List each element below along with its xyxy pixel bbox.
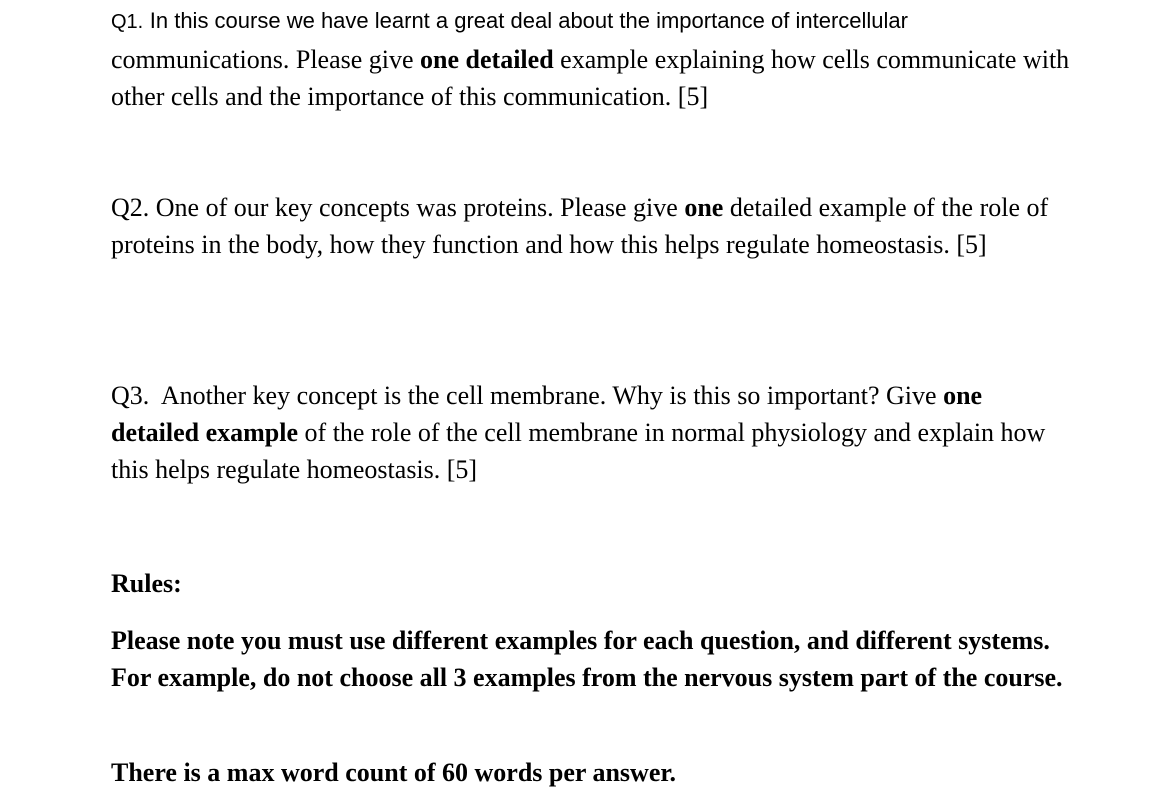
question-2-text-start: One of our key concepts was proteins. Please give [149, 193, 685, 222]
question-1-intro: In this course we have learnt a great deal about the importance of intercellular [149, 8, 908, 33]
question-3-emphasis: one detailed example [111, 381, 983, 447]
question-3-label: Q3. [111, 381, 150, 410]
question-1-label: Q1. [111, 11, 144, 33]
question-2-text-end: detailed example of the role of proteins in the body, how they function and how this helps regulate homeostasis. [5] [111, 193, 1049, 259]
rules-note: Please note you must use different examples for each question, and different systems. For example, do not choose all 3 examples from the nervous system part of the course. [111, 626, 1063, 692]
question-2-emphasis: one [684, 193, 724, 222]
question-2-label: Q2. [111, 193, 150, 222]
question-1-text-end: example explaining how cells communicate with other cells and the importance of this communication. [5] [111, 45, 1070, 111]
question-1-emphasis: one detailed [420, 45, 554, 74]
question-1-text-start: communications. Please give [111, 45, 421, 74]
rules-word-count: There is a max word count of 60 words per answer. [111, 758, 677, 787]
question-2 [111, 189, 1071, 263]
question-3 [111, 377, 1071, 488]
question-3-text-start: Another key concept is the cell membrane. Why is this so important? Give [149, 381, 944, 410]
question-1 [111, 1, 1071, 115]
rules-heading: Rules: [111, 569, 182, 598]
question-3-text-end: of the role of the cell membrane in normal physiology and explain how this helps regulate homeostasis. [5] [111, 418, 1046, 484]
